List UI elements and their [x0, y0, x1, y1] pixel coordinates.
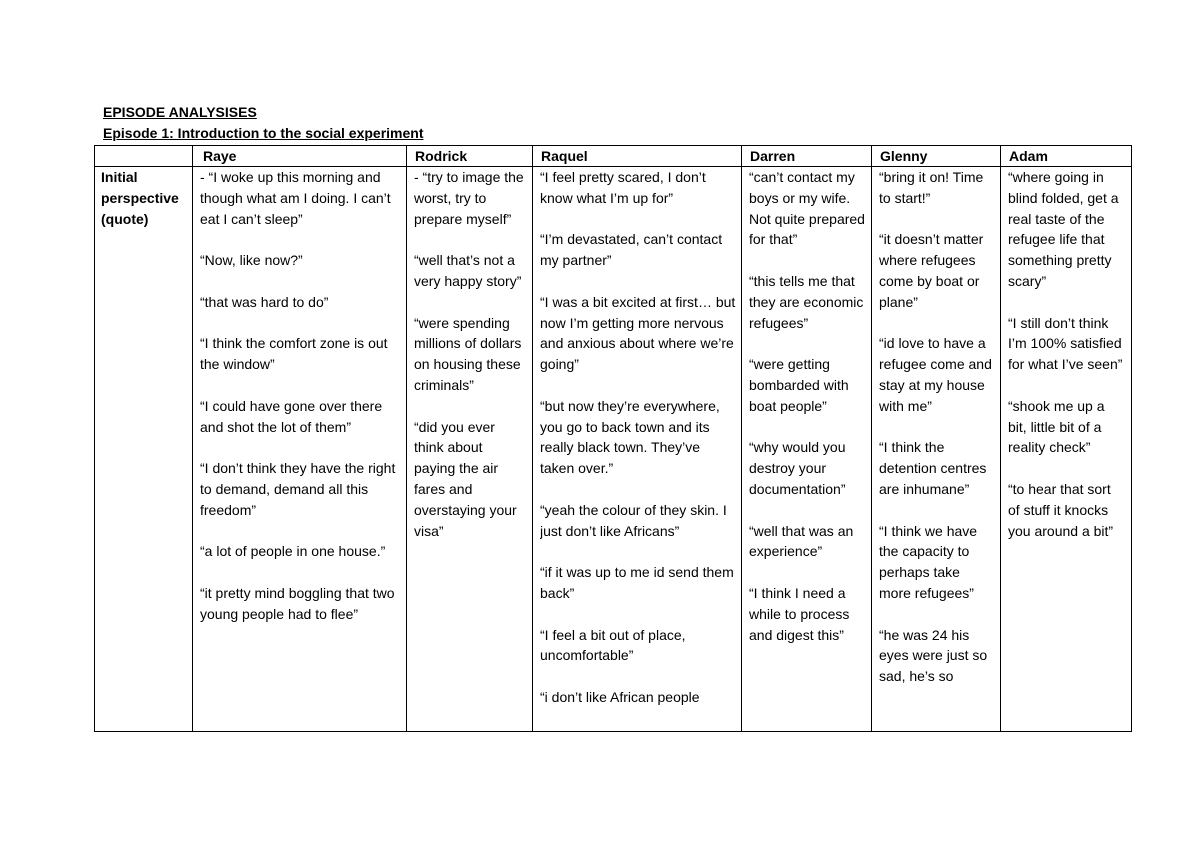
document-subtitle: Episode 1: Introduction to the social experiment	[103, 125, 424, 141]
quote-text: - “try to image the worst, try to prepare myself”	[414, 169, 524, 227]
table-header-row	[95, 146, 1132, 167]
column-header-darren: Darren	[742, 146, 872, 167]
table-row	[95, 167, 1132, 732]
quotes-cell-raquel	[533, 167, 742, 732]
quote-text: “i don’t like African people	[540, 688, 700, 705]
quote-text: “were getting bombarded with boat people”	[749, 356, 849, 414]
quote-text: “that was hard to do”	[200, 293, 329, 310]
quote-text: “it doesn’t matter where refugees come by boat or plane”	[879, 231, 984, 310]
quote-text: “yeah the colour of they skin. I just don’t like Africans”	[540, 501, 727, 539]
quote-text: “were spending millions of dollars on housing these criminals”	[414, 314, 522, 393]
column-header-adam: Adam	[1001, 146, 1132, 167]
quote-text: “a lot of people in one house.”	[200, 543, 386, 560]
quote-text: “can’t contact my boys or my wife. Not quite prepared for that”	[749, 169, 865, 248]
quote-text: “where going in blind folded, get a real taste of the refugee life that something pretty scary”	[1008, 169, 1119, 289]
quote-text: “well that was an experience”	[749, 522, 854, 560]
corner-header-cell	[95, 146, 193, 167]
quote-text: “I think we have the capacity to perhaps take more refugees”	[879, 522, 978, 601]
column-header-glenny: Glenny	[872, 146, 1001, 167]
quote-text: “I feel a bit out of place, uncomfortable”	[540, 626, 686, 664]
quote-text: “to hear that sort of stuff it knocks you around a bit”	[1008, 480, 1114, 539]
quote-text: “I feel pretty scared, I don’t know what I’m up for”	[540, 169, 706, 206]
quote-text: “bring it on! Time to start!”	[879, 169, 984, 206]
quote-text: “I could have gone over there and shot the lot of them”	[200, 397, 383, 435]
quotes-cell-darren	[742, 167, 872, 732]
quote-text: “Now, like now?”	[200, 252, 303, 269]
document-title: EPISODE ANALYSISES	[103, 104, 257, 120]
quote-text: “id love to have a refugee come and stay at my house with me”	[879, 335, 992, 414]
analysis-table	[94, 145, 1132, 732]
quote-text: “but now they’re everywhere, you go to back town and its really black town. They’ve taken over.”	[540, 397, 720, 477]
quote-text: “I don’t think they have the right to demand, demand all this freedom”	[200, 460, 396, 518]
column-header-raye: Raye	[193, 146, 407, 167]
quote-text: “I’m devastated, can’t contact my partner”	[540, 231, 723, 269]
quote-text: “I think the comfort zone is out the window”	[200, 335, 388, 373]
quotes-cell-rodrick	[407, 167, 533, 732]
quotes-cell-raye	[193, 167, 407, 732]
quote-text: “did you ever think about paying the air fares and overstaying your visa”	[414, 418, 517, 539]
quote-text: “why would you destroy your documentation”	[749, 439, 846, 497]
quote-text: “well that’s not a very happy story”	[414, 252, 522, 289]
column-header-raquel: Raquel	[533, 146, 742, 167]
quote-text: “this tells me that they are economic refugees”	[749, 272, 864, 331]
column-header-rodrick: Rodrick	[407, 146, 533, 167]
quote-text: “if it was up to me id send them back”	[540, 564, 734, 601]
quote-text: “I think I need a while to process and digest this”	[749, 584, 850, 643]
row-header-initial-perspective: Initial perspective (quote)	[95, 167, 193, 732]
quote-text: “I still don’t think I’m 100% satisfied for what I’ve seen”	[1008, 314, 1123, 373]
quote-text: “shook me up a bit, little bit of a reality check”	[1008, 397, 1105, 456]
quote-text: “I think the detention centres are inhumane”	[879, 439, 987, 497]
quote-text: - “I woke up this morning and though what am I doing. I can’t eat I can’t sleep”	[200, 169, 391, 227]
quotes-cell-glenny	[872, 167, 1001, 732]
quote-text: “I was a bit excited at first… but now I’m getting more nervous and anxious about where we’re going”	[540, 293, 736, 373]
quotes-cell-adam	[1001, 167, 1132, 732]
quote-text: “it pretty mind boggling that two young people had to flee”	[200, 584, 395, 622]
quote-text: “he was 24 his eyes were just so sad, he’s so	[879, 626, 988, 685]
